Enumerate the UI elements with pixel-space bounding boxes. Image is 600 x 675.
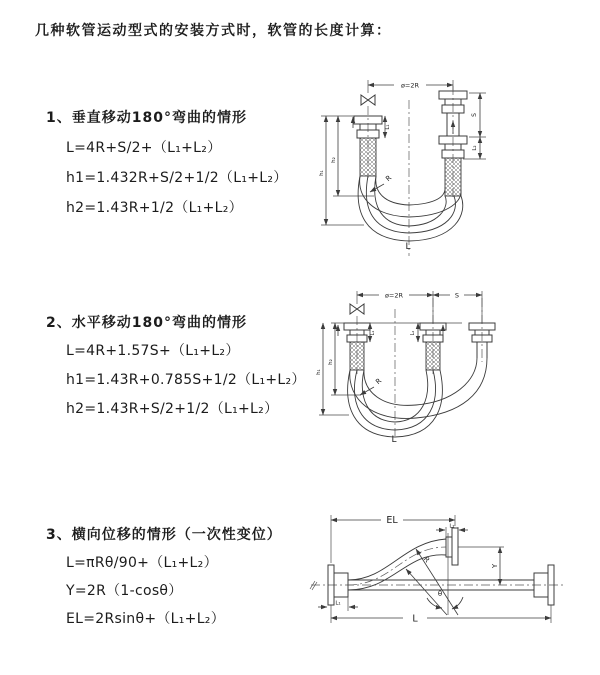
dim-label-h2: h₂ bbox=[331, 157, 337, 163]
dim-label-h1: h₁ bbox=[319, 170, 325, 176]
formula-line: L=4R+S/2+（L₁+L₂） bbox=[66, 140, 222, 156]
formula-line: h1=1.432R+S/2+1/2（L₁+L₂） bbox=[66, 170, 288, 186]
length-label: L bbox=[412, 613, 418, 625]
diagram-lateral-displacement bbox=[303, 503, 593, 658]
valve-icon bbox=[361, 95, 375, 105]
dim-label-2r: ø=2R bbox=[400, 81, 420, 90]
dim-label-y: Y bbox=[491, 563, 499, 569]
formula-line: EL=2Rsinθ+（L₁+L₂） bbox=[66, 611, 226, 627]
axis-break-mark bbox=[310, 581, 317, 590]
dim-label-l2: L₂ bbox=[410, 330, 416, 336]
formula-line: L=πRθ/90+（L₁+L₂） bbox=[66, 555, 218, 571]
radius-label: R bbox=[421, 555, 432, 565]
formula-line: Y=2R（1-cosθ） bbox=[66, 583, 183, 599]
page-title: 几种软管运动型式的安装方式时，软管的长度计算： bbox=[35, 23, 392, 39]
dim-label-s: S bbox=[454, 291, 460, 300]
section-1-heading: 1、垂直移动180°弯曲的情形 bbox=[46, 110, 247, 126]
radius-label: R bbox=[384, 173, 394, 184]
dim-label-el: EL bbox=[386, 515, 398, 526]
dim-label-h1: h₁ bbox=[316, 369, 322, 375]
section-3-heading: 3、横向位移的情形（一次性变位） bbox=[46, 527, 282, 543]
length-label: L bbox=[405, 242, 411, 252]
dim-label-s: S bbox=[471, 113, 478, 117]
length-label: L bbox=[391, 435, 397, 445]
dim-label-2r: ø=2R bbox=[384, 291, 404, 300]
formula-line: h2=1.43R+1/2（L₁+L₂） bbox=[66, 200, 243, 216]
diagram-horizontal-180-bend bbox=[312, 284, 592, 454]
formula-line: h1=1.43R+0.785S+1/2（L₁+L₂） bbox=[66, 372, 306, 388]
theta-label: θ bbox=[437, 590, 443, 598]
section-2-heading: 2、水平移动180°弯曲的情形 bbox=[46, 315, 247, 331]
diagram-vertical-180-bend bbox=[312, 70, 567, 260]
dim-label-l2: L₂ bbox=[472, 145, 478, 151]
dim-label-l1: L₁ bbox=[385, 124, 391, 130]
formula-line: L=4R+1.57S+（L₁+L₂） bbox=[66, 343, 240, 359]
dim-label-l1: L₁ bbox=[335, 600, 341, 607]
dim-label-l1: L₁ bbox=[370, 330, 376, 336]
radius-label: R bbox=[374, 376, 384, 387]
valve-icon bbox=[350, 304, 364, 314]
dim-label-h2: h₂ bbox=[328, 359, 334, 365]
formula-line: h2=1.43R+S/2+1/2（L₁+L₂） bbox=[66, 401, 279, 417]
dim-label-l2: L₂ bbox=[449, 523, 455, 530]
